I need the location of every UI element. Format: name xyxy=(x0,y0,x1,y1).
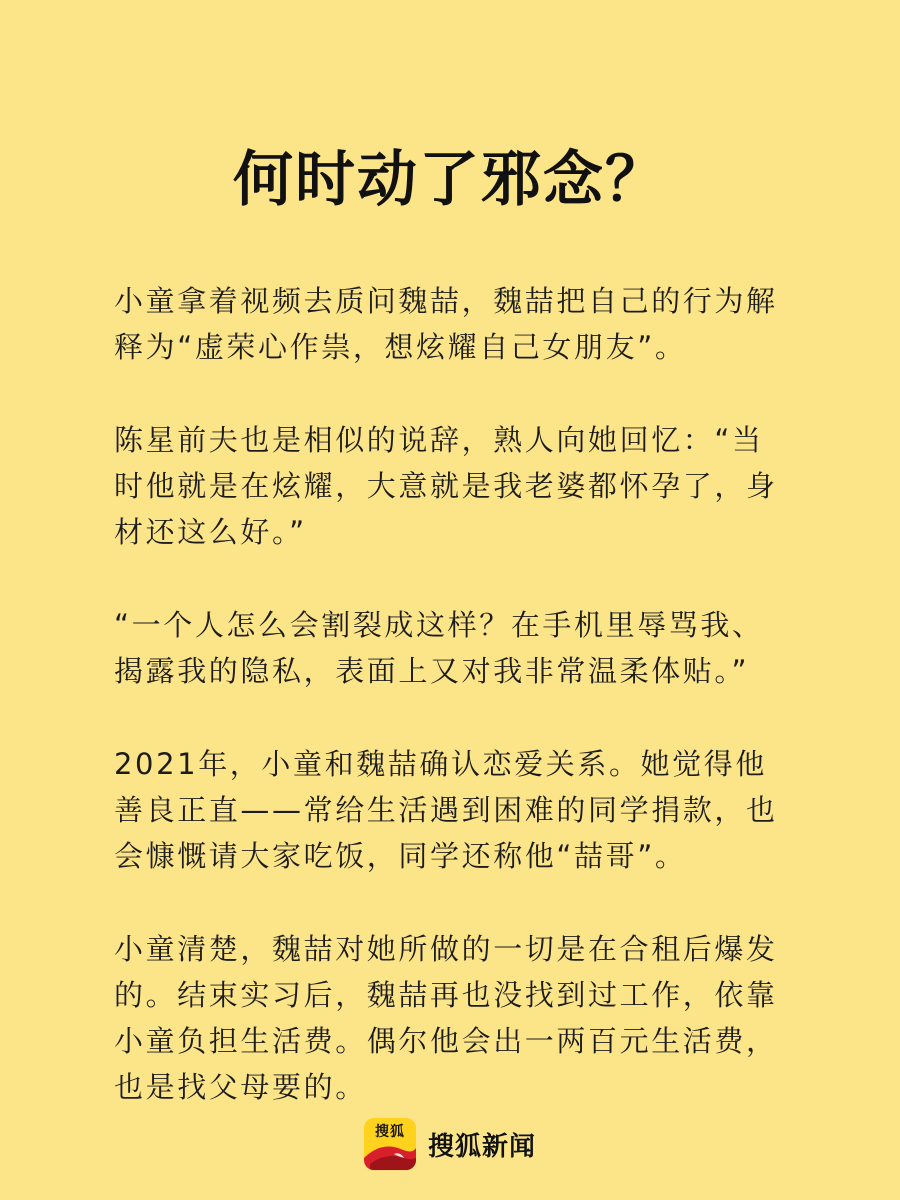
paragraph xyxy=(114,926,794,1110)
paragraph xyxy=(114,417,794,555)
brand-name: 搜狐新闻 xyxy=(427,1131,536,1162)
paragraph-line: 释为“虚荣心作祟，想炫耀自己女朋友”。 xyxy=(114,330,687,364)
paragraph-line: 小童拿着视频去质问魏喆，魏喆把自己的行为解 xyxy=(114,284,778,318)
footer-brand xyxy=(0,1118,900,1170)
paragraph xyxy=(114,278,794,370)
paragraph-line: 材还这么好。” xyxy=(114,515,307,549)
paragraph-line: 揭露我的隐私，表面上又对我非常温柔体贴。” xyxy=(114,654,750,688)
paragraph-line: 的。结束实习后，魏喆再也没找到过工作，依靠 xyxy=(114,978,778,1012)
paragraph-line: 时他就是在炫耀，大意就是我老婆都怀孕了，身 xyxy=(114,469,778,503)
paragraph-line: 也是找父母要的。 xyxy=(114,1070,367,1104)
paragraph-line: 小童清楚，魏喆对她所做的一切是在合租后爆发 xyxy=(114,932,778,966)
sohu-logo-icon xyxy=(364,1118,416,1170)
paragraph-line: 小童负担生活费。偶尔他会出一两百元生活费， xyxy=(114,1024,778,1058)
article-body xyxy=(114,278,794,1157)
paragraph-line: 2021年，小童和魏喆确认恋爱关系。她觉得他 xyxy=(114,747,768,781)
paragraph-line: 善良正直——常给生活遇到困难的同学捐款，也 xyxy=(114,793,778,827)
paragraph xyxy=(114,741,794,879)
logo-text: 搜狐 xyxy=(374,1124,405,1140)
paragraph-line: 陈星前夫也是相似的说辞，熟人向她回忆：“当 xyxy=(114,423,764,457)
paragraph-line: 会慷慨请大家吃饭，同学还称他“喆哥”。 xyxy=(114,839,687,873)
paragraph xyxy=(114,602,794,694)
paragraph-line: “一个人怎么会割裂成这样？在手机里辱骂我、 xyxy=(114,608,764,642)
article-title: 何时动了邪念？ xyxy=(233,145,667,215)
